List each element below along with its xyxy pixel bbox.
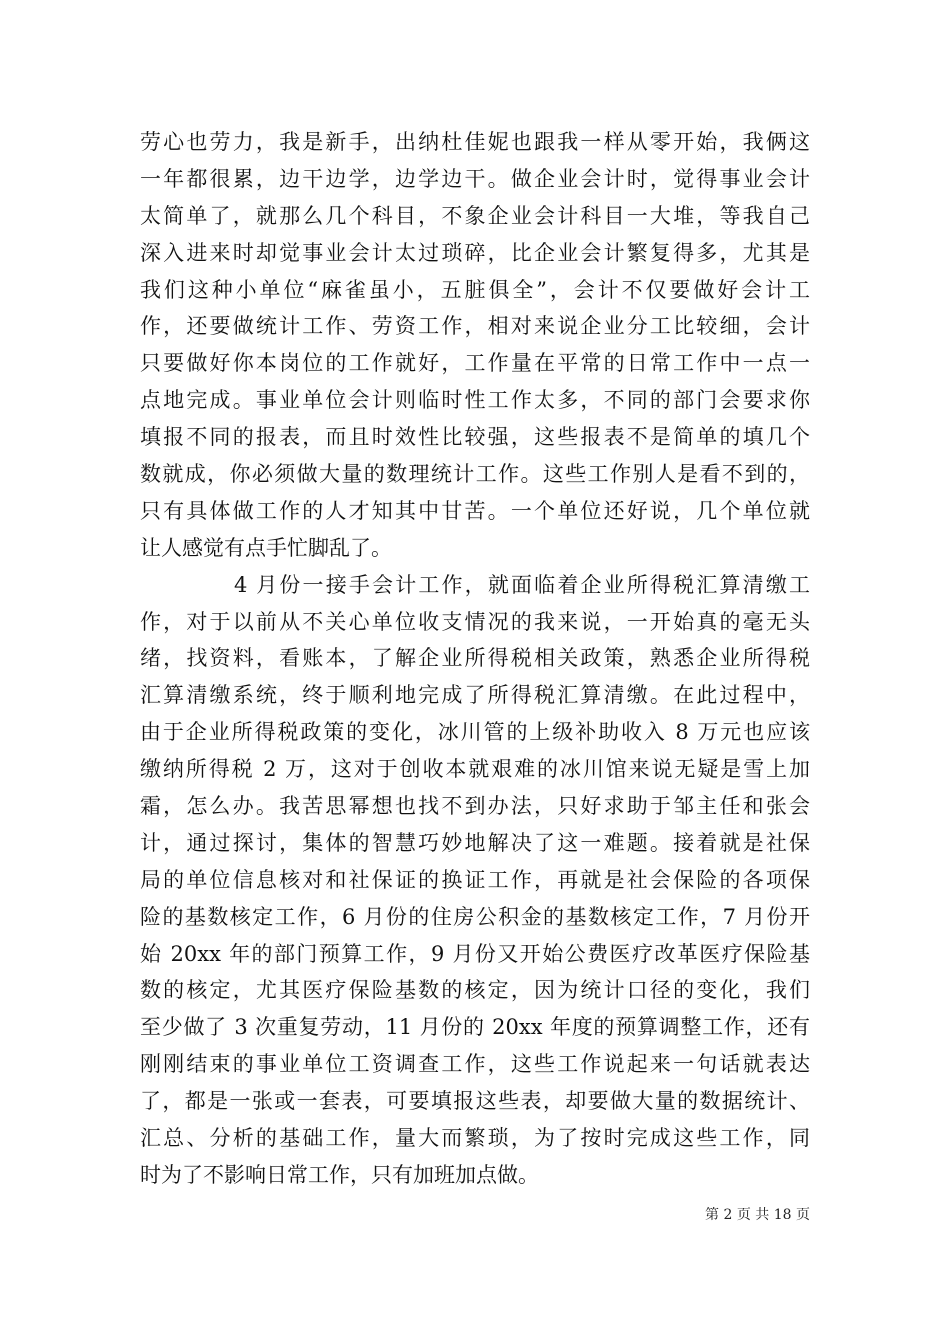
text-line: 劳心也劳力，我是新手，出纳杜佳妮也跟我一样从零开始，我俩这 bbox=[140, 130, 810, 154]
text-line: 刚刚结束的事业单位工资调查工作，这些工作说起来一句话就表达 bbox=[140, 1052, 810, 1077]
text-line: 让人感觉有点手忙脚乱了。 bbox=[140, 535, 392, 560]
text-line: 只要做好你本岗位的工作就好，工作量在平常的日常工作中一点一 bbox=[140, 351, 810, 376]
text-line: 汇算清缴系统，终于顺利地完成了所得税汇算清缴。在此过程中， bbox=[140, 683, 810, 708]
text-line: 数的核定，尤其医疗保险基数的核定，因为统计口径的变化，我们 bbox=[140, 978, 810, 1003]
body-text bbox=[140, 124, 810, 1194]
text-line: 时为了不影响日常工作，只有加班加点做。 bbox=[140, 1162, 539, 1187]
text-line: 计，通过探讨，集体的智慧巧妙地解决了这一难题。接着就是社保 bbox=[140, 830, 810, 855]
text-line: 了，都是一张或一套表，可要填报这些表，却要做大量的数据统计、 bbox=[140, 1089, 810, 1114]
text-line: 太简单了，就那么几个科目，不象企业会计科目一大堆，等我自己 bbox=[140, 203, 810, 228]
text-line: 只有具体做工作的人才知其中甘苦。一个单位还好说，几个单位就 bbox=[140, 498, 810, 523]
page-number-footer: 第 2 页 共 18 页 bbox=[705, 1207, 810, 1223]
text-line: 4 月份一接手会计工作，就面临着企业所得税汇算清缴工 bbox=[234, 572, 810, 597]
text-line: 作，还要做统计工作、劳资工作，相对来说企业分工比较细，会计 bbox=[140, 314, 810, 339]
text-line: 填报不同的报表，而且时效性比较强，这些报表不是简单的填几个 bbox=[140, 425, 810, 450]
text-line: 作，对于以前从不关心单位收支情况的我来说，一开始真的毫无头 bbox=[140, 609, 810, 634]
text-line: 一年都很累，边干边学，边学边干。做企业会计时，觉得事业会计 bbox=[140, 166, 810, 191]
paragraph-1 bbox=[140, 124, 810, 567]
text-line: 霜，怎么办。我苦思幂想也找不到办法，只好求助于邹主任和张会 bbox=[140, 794, 810, 819]
text-line: 汇总、分析的基础工作，量大而繁琐，为了按时完成这些工作，同 bbox=[140, 1126, 810, 1151]
text-line: 至少做了 3 次重复劳动，11 月份的 20xx 年度的预算调整工作，还有 bbox=[140, 1015, 810, 1040]
text-line: 始 20xx 年的部门预算工作，9 月份又开始公费医疗改革医疗保险基 bbox=[140, 941, 810, 966]
text-line: 险的基数核定工作，6 月份的住房公积金的基数核定工作，7 月份开 bbox=[140, 904, 810, 929]
text-line: 绪，找资料，看账本，了解企业所得税相关政策，熟悉企业所得税 bbox=[140, 646, 810, 671]
text-line: 缴纳所得税 2 万，这对于创收本就艰难的冰川馆来说无疑是雪上加 bbox=[140, 757, 810, 782]
paragraph-2 bbox=[140, 567, 810, 1194]
text-line: 点地完成。事业单位会计则临时性工作太多，不同的部门会要求你 bbox=[140, 388, 810, 413]
text-line: 局的单位信息核对和社保证的换证工作，再就是社会保险的各项保 bbox=[140, 867, 810, 892]
text-line: 深入进来时却觉事业会计太过琐碎，比企业会计繁复得多，尤其是 bbox=[140, 240, 810, 265]
text-line: 我们这种小单位“麻雀虽小，五脏俱全”，会计不仅要做好会计工 bbox=[140, 277, 810, 302]
text-line: 由于企业所得税政策的变化，冰川管的上级补助收入 8 万元也应该 bbox=[140, 720, 810, 745]
text-line: 数就成，你必须做大量的数理统计工作。这些工作别人是看不到的， bbox=[140, 462, 810, 487]
